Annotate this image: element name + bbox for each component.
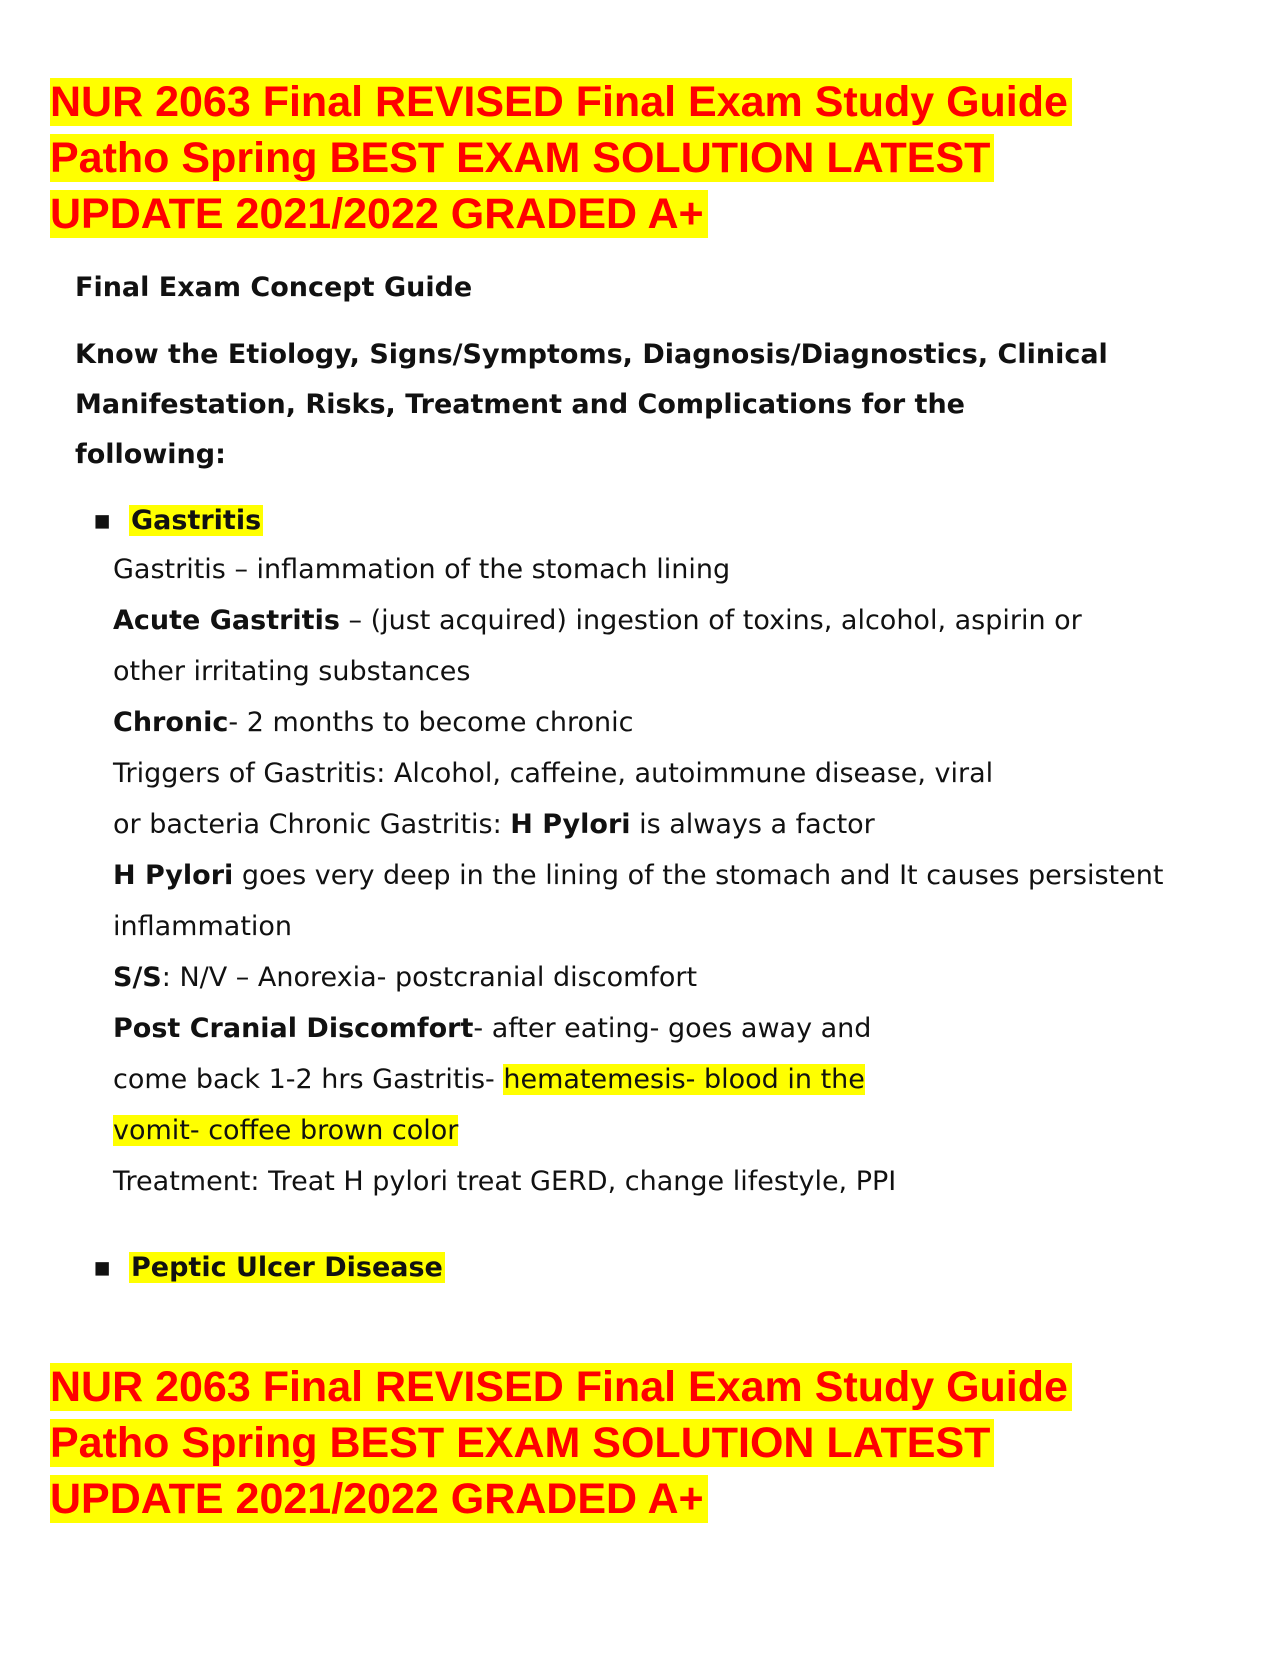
list-item: Treatment: Treat H pylori treat GERD, change lifestyle, PPI [113, 1166, 897, 1197]
list-item: Triggers of Gastritis: Alcohol, caffeine, autoimmune disease, viral [113, 758, 994, 789]
banner-line-2: Patho Spring BEST EXAM SOLUTION LATEST [50, 1415, 1072, 1471]
list-item: Post Cranial Discomfort- after eating- goes away and [113, 1013, 872, 1044]
banner-line-3: UPDATE 2021/2022 GRADED A+ [50, 1471, 1072, 1527]
section-label: Peptic Ulcer Disease [131, 1252, 443, 1283]
list-item: or bacteria Chronic Gastritis: H Pylori is always a factor [113, 809, 875, 840]
list-item: H Pylori goes very deep in the lining of the stomach and It causes persistent [113, 860, 1164, 891]
gastritis-notes [113, 544, 1235, 1207]
bullet-icon: ▪ [93, 1252, 112, 1283]
banner-line-1: NUR 2063 Final REVISED Final Exam Study Guide [50, 74, 1072, 130]
list-item: inflammation [113, 911, 293, 942]
banner-line-2: Patho Spring BEST EXAM SOLUTION LATEST [50, 130, 1072, 186]
page-title: Final Exam Concept Guide [75, 272, 473, 303]
banner-line-3: UPDATE 2021/2022 GRADED A+ [50, 186, 1072, 242]
top-banner [50, 74, 1072, 242]
intro-paragraph: Know the Etiology, Signs/Symptoms, Diagnosis/Diagnostics, Clinical Manifestation, Risks, Treatment and Complications for the following: [75, 339, 1108, 470]
section-heading-peptic-ulcer [93, 1245, 1235, 1291]
list-item: come back 1-2 hrs Gastritis- hematemesis- blood in the [113, 1064, 865, 1095]
banner-line-1: NUR 2063 Final REVISED Final Exam Study Guide [50, 1359, 1072, 1415]
bottom-banner [50, 1359, 1072, 1527]
list-item: S/S: N/V – Anorexia- postcranial discomfort [113, 962, 698, 993]
section-heading-gastritis [93, 498, 1235, 544]
list-item: Acute Gastritis – (just acquired) ingestion of toxins, alcohol, aspirin or [113, 605, 1082, 636]
section-label: Gastritis [131, 505, 262, 536]
bullet-icon: ▪ [93, 505, 112, 536]
list-item: vomit- coffee brown color [113, 1115, 459, 1146]
list-item: Gastritis – inflammation of the stomach lining [113, 554, 731, 585]
list-item: Chronic- 2 months to become chronic [113, 707, 634, 738]
document-body [75, 270, 1235, 1291]
list-item: other irritating substances [113, 656, 471, 687]
